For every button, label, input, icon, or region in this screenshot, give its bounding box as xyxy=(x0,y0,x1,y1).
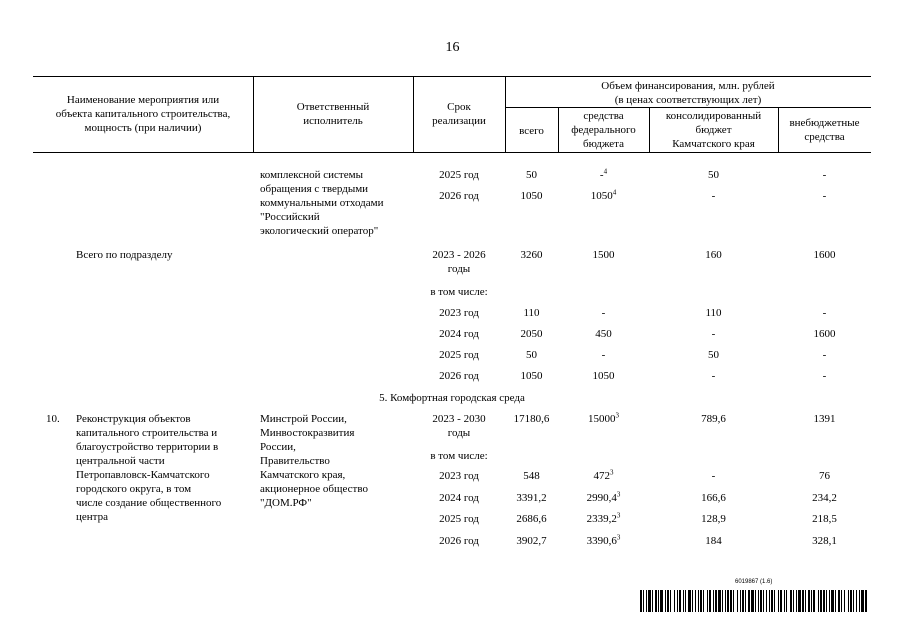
extra-cell: - xyxy=(822,370,827,382)
footnote-mark: 3 xyxy=(616,533,621,542)
federal-value: 3390,6 xyxy=(586,535,617,547)
item-including: в том числе: xyxy=(430,450,488,462)
barcode-bar xyxy=(674,590,675,612)
federal-cell: - xyxy=(601,349,606,361)
barcode-bar xyxy=(670,590,671,612)
item-name-line: капитального строительства и xyxy=(76,427,218,439)
header-financing xyxy=(505,79,871,107)
regional-cell: 166,6 xyxy=(701,492,726,504)
barcode-bar xyxy=(853,590,854,612)
barcode-bar xyxy=(820,590,822,612)
header-regional xyxy=(649,109,778,151)
barcode-bar xyxy=(808,590,810,612)
footnote-mark: 3 xyxy=(610,468,614,477)
subtotal-extra: 1600 xyxy=(813,249,836,261)
federal-value: 15000 xyxy=(588,413,616,425)
subtotal-federal: 1500 xyxy=(592,249,615,261)
item-period xyxy=(413,412,505,440)
year-cell: 2024 год xyxy=(439,328,479,340)
regional-cell: 50 xyxy=(708,349,719,361)
federal-value: 2990,4 xyxy=(586,492,617,504)
barcode xyxy=(640,590,868,612)
extra-cell: - xyxy=(822,190,827,202)
executor-line: коммунальными отходами xyxy=(260,197,384,209)
barcode-bar xyxy=(793,590,794,612)
total-cell: 2050 xyxy=(520,328,543,340)
footnote-mark: 4 xyxy=(612,188,617,197)
barcode-bar xyxy=(766,590,767,612)
footnote-mark: 4 xyxy=(603,167,608,176)
barcode-bar xyxy=(769,590,770,612)
total-cell: 2686,6 xyxy=(516,513,547,525)
header-total: всего xyxy=(519,125,544,137)
year-cell: 2026 год xyxy=(439,370,479,382)
barcode-bar xyxy=(655,590,657,612)
executor-line: России, xyxy=(260,441,296,453)
barcode-bar xyxy=(841,590,842,612)
header-regional-line: консолидированный xyxy=(665,110,762,122)
barcode-bar xyxy=(648,590,651,612)
barcode-bar xyxy=(796,590,797,612)
header-financing-line: Объем финансирования, млн. рублей xyxy=(601,80,775,92)
extra-cell: - xyxy=(822,349,827,361)
barcode-bar xyxy=(850,590,852,612)
footnote-mark: 3 xyxy=(616,511,621,520)
barcode-bar xyxy=(811,590,812,612)
barcode-bar xyxy=(722,590,723,612)
federal-cell: - xyxy=(601,307,606,319)
header-federal-line: бюджета xyxy=(582,138,624,150)
barcode-bar xyxy=(802,590,804,612)
federal-cell xyxy=(558,512,649,526)
barcode-bar xyxy=(679,590,681,612)
barcode-bar xyxy=(698,590,699,612)
barcode-bar xyxy=(688,590,691,612)
barcode-bar xyxy=(844,590,845,612)
barcode-bar xyxy=(861,590,864,612)
page-number: 16 xyxy=(445,40,460,55)
extra-cell: - xyxy=(822,169,827,181)
item-name xyxy=(76,412,221,524)
barcode-bar xyxy=(760,590,762,612)
federal-cell xyxy=(558,491,649,505)
barcode-bar xyxy=(715,590,717,612)
federal-cell xyxy=(558,469,649,483)
total-cell: 50 xyxy=(526,169,537,181)
item-executor xyxy=(260,412,368,510)
barcode-bar xyxy=(818,590,819,612)
regional-cell: - xyxy=(711,190,716,202)
header-executor-line: исполнитель xyxy=(303,115,363,127)
barcode-bar xyxy=(778,590,779,612)
header-name xyxy=(33,93,253,135)
header-executor-line: Ответственный xyxy=(296,101,370,113)
barcode-bar xyxy=(755,590,756,612)
barcode-bar xyxy=(695,590,696,612)
executor-line: Минстрой России, xyxy=(260,413,347,425)
barcode-bar xyxy=(667,590,669,612)
period-line: годы xyxy=(447,263,471,275)
federal-cell xyxy=(558,534,649,548)
header-extra xyxy=(778,116,871,144)
extra-cell: 1600 xyxy=(813,328,836,340)
financing-subheader-rule xyxy=(505,107,871,108)
barcode-bar xyxy=(826,590,827,612)
barcode-bar xyxy=(745,590,746,612)
barcode-bar xyxy=(740,590,741,612)
header-name-line: Наименование мероприятия или xyxy=(66,94,220,106)
barcode-bar xyxy=(786,590,787,612)
barcode-bar xyxy=(771,590,773,612)
barcode-bar xyxy=(798,590,801,612)
regional-cell: 50 xyxy=(708,169,719,181)
barcode-bar xyxy=(813,590,815,612)
item-federal xyxy=(558,412,649,426)
barcode-bar xyxy=(856,590,857,612)
barcode-bar xyxy=(742,590,744,612)
header-regional-line: бюджет xyxy=(695,124,732,136)
federal-value: 2339,2 xyxy=(586,513,617,525)
barcode-bar xyxy=(703,590,704,612)
barcode-bar xyxy=(763,590,764,612)
barcode-bar xyxy=(790,590,792,612)
federal-cell xyxy=(558,189,649,203)
barcode-bar xyxy=(805,590,806,612)
header-top-rule xyxy=(33,76,871,77)
total-cell: 110 xyxy=(523,307,540,319)
block1-executor xyxy=(260,168,384,238)
federal-cell xyxy=(558,168,649,182)
year-cell: 2025 год xyxy=(439,349,479,361)
barcode-bar xyxy=(685,590,686,612)
extra-cell: 218,5 xyxy=(812,513,837,525)
federal-value: 472 xyxy=(593,470,610,482)
header-extra-line: внебюджетные xyxy=(789,117,860,129)
subtotal-label: Всего по подразделу xyxy=(76,249,173,261)
barcode-number: 6019867 (1.6) xyxy=(735,579,773,585)
header-federal-line: средства xyxy=(583,110,624,122)
item-total: 17180,6 xyxy=(513,413,550,425)
barcode-bar xyxy=(774,590,775,612)
item-name-line: Петропавловск-Камчатского xyxy=(76,469,210,481)
barcode-bar xyxy=(665,590,666,612)
extra-cell: 328,1 xyxy=(812,535,837,547)
header-name-line: объекта капитального строительства, xyxy=(55,108,231,120)
year-cell: 2024 год xyxy=(439,492,479,504)
barcode-bar xyxy=(725,590,726,612)
subtotal-period xyxy=(413,248,505,276)
header-regional-line: Камчатского края xyxy=(672,138,755,150)
barcode-bar xyxy=(658,590,659,612)
barcode-bar xyxy=(730,590,732,612)
barcode-bar xyxy=(831,590,834,612)
barcode-bar xyxy=(737,590,738,612)
barcode-bar xyxy=(640,590,642,612)
subtotal-including: в том числе: xyxy=(430,286,488,298)
barcode-bar xyxy=(707,590,708,612)
footnote-mark: 3 xyxy=(616,490,621,499)
total-cell: 548 xyxy=(523,470,540,482)
regional-cell: - xyxy=(711,328,716,340)
barcode-bar xyxy=(758,590,759,612)
item-name-line: центральной части xyxy=(76,455,165,467)
header-executor xyxy=(253,100,413,128)
header-extra-line: средства xyxy=(804,131,845,143)
barcode-bar xyxy=(683,590,684,612)
federal-value: 1050 xyxy=(590,190,613,202)
executor-line: акционерное общество xyxy=(260,483,368,495)
item-number: 10. xyxy=(46,413,60,425)
executor-line: "Российский xyxy=(260,211,320,223)
barcode-bar xyxy=(859,590,860,612)
subtotal-regional: 160 xyxy=(705,249,722,261)
barcode-bar xyxy=(829,590,830,612)
executor-line: Камчатского края, xyxy=(260,469,346,481)
barcode-bar xyxy=(835,590,836,612)
total-cell: 3902,7 xyxy=(516,535,547,547)
federal-cell: 450 xyxy=(595,328,612,340)
year-cell: 2025 год xyxy=(439,169,479,181)
barcode-bar xyxy=(838,590,840,612)
item-name-line: благоустройство территории в xyxy=(76,441,219,453)
item-name-line: городского округа, в том xyxy=(76,483,192,495)
barcode-bar xyxy=(700,590,702,612)
total-cell: 3391,2 xyxy=(516,492,547,504)
barcode-bar xyxy=(784,590,785,612)
item-name-line: центра xyxy=(76,511,108,523)
footnote-mark: 3 xyxy=(615,411,619,420)
barcode-bar xyxy=(823,590,825,612)
barcode-bar xyxy=(660,590,663,612)
barcode-bar xyxy=(733,590,734,612)
federal-value: - xyxy=(599,169,604,181)
period-line: годы xyxy=(447,427,471,439)
item-name-line: числе создание общественного xyxy=(76,497,222,509)
executor-line: "ДОМ.РФ" xyxy=(260,497,312,509)
barcode-bar xyxy=(748,590,750,612)
header-financing-line: (в ценах соответствующих лет) xyxy=(614,94,762,106)
regional-cell: 128,9 xyxy=(701,513,726,525)
item-regional: 789,6 xyxy=(701,413,726,425)
section-title: 5. Комфортная городская среда xyxy=(379,392,525,404)
barcode-bar xyxy=(848,590,849,612)
barcode-bar xyxy=(780,590,782,612)
header-term-line: реализации xyxy=(432,115,486,127)
item-extra: 1391 xyxy=(813,413,836,425)
executor-line: Минвостокразвития xyxy=(260,427,355,439)
executor-line: Правительство xyxy=(260,455,330,467)
header-federal-line: федерального xyxy=(571,124,636,136)
barcode-bar xyxy=(751,590,754,612)
executor-line: комплексной системы xyxy=(260,169,363,181)
barcode-bar xyxy=(718,590,721,612)
subtotal-total: 3260 xyxy=(520,249,543,261)
regional-cell: 184 xyxy=(705,535,722,547)
year-cell: 2026 год xyxy=(439,190,479,202)
regional-cell: - xyxy=(711,370,716,382)
regional-cell: 110 xyxy=(705,307,722,319)
item-name-line: Реконструкция объектов xyxy=(76,413,191,425)
extra-cell: 76 xyxy=(819,470,830,482)
federal-cell: 1050 xyxy=(592,370,615,382)
total-cell: 50 xyxy=(526,349,537,361)
header-name-line: мощность (при наличии) xyxy=(84,122,202,134)
period-line: 2023 - 2026 xyxy=(432,249,486,261)
total-cell: 1050 xyxy=(520,190,543,202)
executor-line: экологический оператор" xyxy=(260,225,379,237)
barcode-bar xyxy=(646,590,647,612)
barcode-bar xyxy=(652,590,653,612)
barcode-bar xyxy=(713,590,714,612)
barcode-bar xyxy=(643,590,644,612)
year-cell: 2026 год xyxy=(439,535,479,547)
executor-line: обращения с твердыми xyxy=(260,183,369,195)
period-line: 2023 - 2030 xyxy=(432,413,486,425)
year-cell: 2025 год xyxy=(439,513,479,525)
barcode-bar xyxy=(709,590,711,612)
barcode-bar xyxy=(865,590,867,612)
regional-cell: - xyxy=(711,470,716,482)
extra-cell: - xyxy=(822,307,827,319)
barcode-bar xyxy=(692,590,693,612)
header-term xyxy=(413,100,505,128)
barcode-bar xyxy=(677,590,678,612)
total-cell: 1050 xyxy=(520,370,543,382)
barcode-bar xyxy=(727,590,729,612)
extra-cell: 234,2 xyxy=(812,492,837,504)
year-cell: 2023 год xyxy=(439,307,479,319)
header-bottom-rule xyxy=(33,152,871,153)
header-federal xyxy=(558,109,649,151)
header-term-line: Срок xyxy=(447,101,471,113)
year-cell: 2023 год xyxy=(439,470,479,482)
